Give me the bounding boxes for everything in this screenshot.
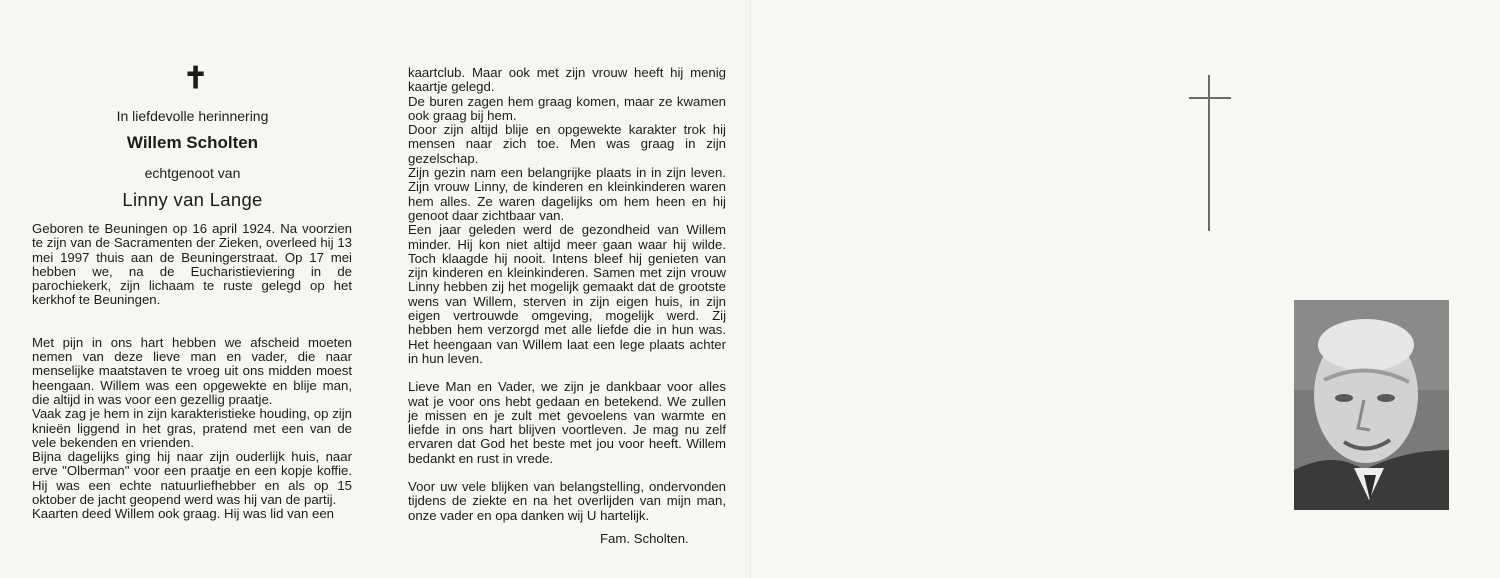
spouse-label: echtgenoot van	[144, 165, 241, 181]
paragraph: Voor uw vele blijken van belangstelling, ondervonden tijdens de ziekte en na het overlijden van mijn man, onze vader en opa danken wij U hartelijk.	[408, 479, 726, 523]
paragraph: Kaarten deed Willem ook graag. Hij was lid van een	[32, 506, 335, 522]
text-column-2	[408, 66, 726, 523]
portrait-photo	[1294, 300, 1449, 510]
paragraph: Lieve Man en Vader, we zijn je dankbaar voor alles wat je voor ons hebt gedaan en betekend. We zullen je missen en je zult met gevoelens van warmte en liefde in ons hart blijven voortleven. Je mag nu zelf ervaren dat God het beste met jou voor heeft. Willem bedankt en rust in vrede.	[408, 379, 726, 466]
paragraph: Bijna dagelijks ging hij naar zijn ouderlijk huis, naar erve "Olberman" voor een praatje en een kopje koffie. Hij was een echte natuurliefhebber en als op 15 oktober de jacht geopend werd was hij van de partij.	[32, 449, 352, 508]
paragraph: Vaak zag je hem in zijn karakteristieke houding, op zijn knieën liggend in het gras, pratend met een van de vele bekenden en vrienden.	[32, 406, 352, 450]
signature: Fam. Scholten.	[600, 531, 689, 546]
paragraph: Door zijn altijd blije en opgewekte karakter trok hij mensen naar zich toe. Men was graag in zijn gezelschap.	[408, 122, 726, 166]
cross-icon: ✝	[183, 62, 209, 95]
paragraph: kaartclub. Maar ook met zijn vrouw heeft hij menig kaartje gelegd.	[408, 65, 726, 95]
spouse-name: Linny van Lange	[122, 189, 263, 210]
paragraph: Met pijn in ons hart hebben we afscheid moeten nemen van deze lieve man en vader, die naar menselijke maatstaven te vroeg uit ons midden moest heengaan. Willem was een opgewekte en blije man, die altijd in was voor een gezellig praatje.	[32, 334, 352, 407]
thin-cross-bar	[1189, 97, 1231, 99]
paragraph: Een jaar geleden werd de gezondheid van Willem minder. Hij kon niet altijd meer gaan waar hij wilde. Toch klaagde hij nooit. Intens bleef hij genieten van zijn kinderen en kleinkinderen. Samen met zijn vrouw Linny hebben zij het mogelijk gemaakt dat de grootste wens van Willem, sterven in zijn eigen huis, in zijn eigen vertrouwde omgeving, mogelijk werd. Zij hebben hem verzorgd met alle liefde die in hun was. Het heengaan van Willem laat een lege plaats achter in hun leven.	[408, 222, 726, 366]
paragraph: Geboren te Beuningen op 16 april 1924. Na voorzien te zijn van de Sacramenten der Zieken, overleed hij 13 mei 1997 thuis aan de Beuningerstraat. Op 17 mei hebben we, na de Eucharistieviering in de parochiekerk, zijn lichaam te ruste gelegd op het kerkhof te Beuningen.	[32, 221, 352, 308]
intro-text: In liefdevolle herinnering	[116, 108, 269, 124]
text-column-1	[32, 222, 352, 522]
deceased-name: Willem Scholten	[126, 133, 259, 152]
paragraph: De buren zagen hem graag komen, maar ze kwamen ook graag bij hem.	[408, 93, 726, 123]
paragraph: Zijn gezin nam een belangrijke plaats in in zijn leven. Zijn vrouw Linny, de kinderen en kleinkinderen waren hem alles. Ze waren dagelijks om hem heen en hij genoot daar zichtbaar van.	[408, 165, 726, 223]
